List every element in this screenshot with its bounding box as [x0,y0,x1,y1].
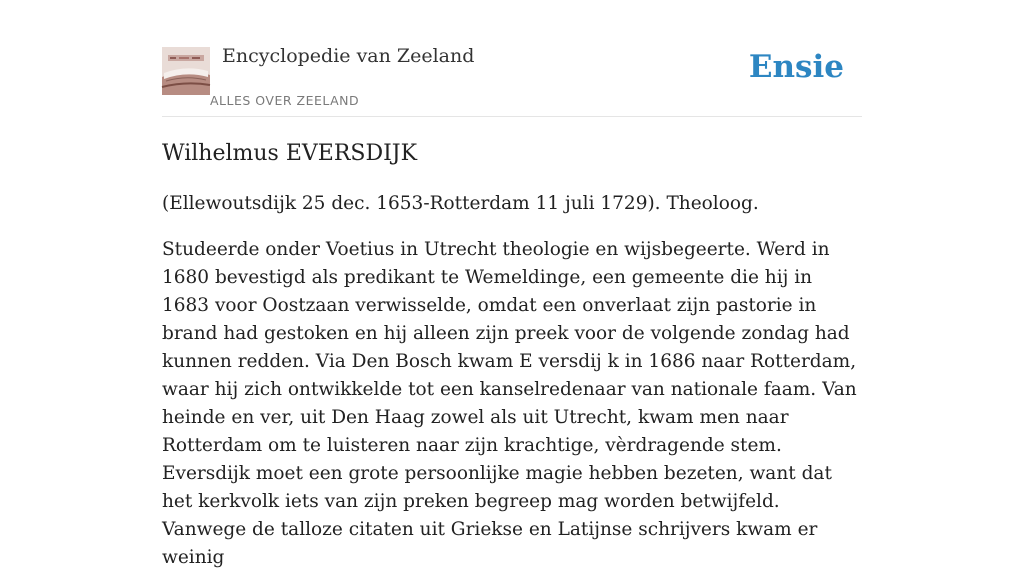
article-body: Studeerde onder Voetius in Utrecht theologie en wijsbegeerte. Werd in 1680 bevestigd als predikant te Wemeldinge, een gemeente die hij in 1683 voor Oostzaan verwisselde, omdat een onverlaat zijn pastorie in brand had gestoken en hij alleen zijn preek voor de volgende zondag had kunnen redden. Via Den Bosch kwam E versdij k in 1686 naar Rotterdam, waar hij zich ontwikkelde tot een kanselredenaar van nationale faam. Van heinde en ver, uit Den Haag zowel als uit Utrecht, kwam men naar Rotterdam om te luisteren naar zijn krachtige, vèrdragende stem. Eversdijk moet een grote persoonlijke magie hebben bezeten, want dat het kerkvolk iets van zijn preken begreep mag worden betwijfeld. Vanwege de talloze citaten uit Griekse en Latijnse schrijvers kwam er weinig [162,239,857,568]
site-logo-avatar[interactable] [162,47,210,95]
article-lead: (Ellewoutsdijk 25 dec. 1653-Rotterdam 11 juli 1729). Theoloog. [162,193,759,214]
brand-logo-link[interactable]: Ensie [748,49,844,85]
article-content [162,138,864,572]
site-subtitle: ALLES OVER ZEELAND [210,93,360,108]
book-image-icon [162,47,210,95]
article-title: Wilhelmus EVERSDIJK [162,141,418,166]
site-header [162,0,862,117]
site-title[interactable]: Encyclopedie van Zeeland [222,45,475,67]
